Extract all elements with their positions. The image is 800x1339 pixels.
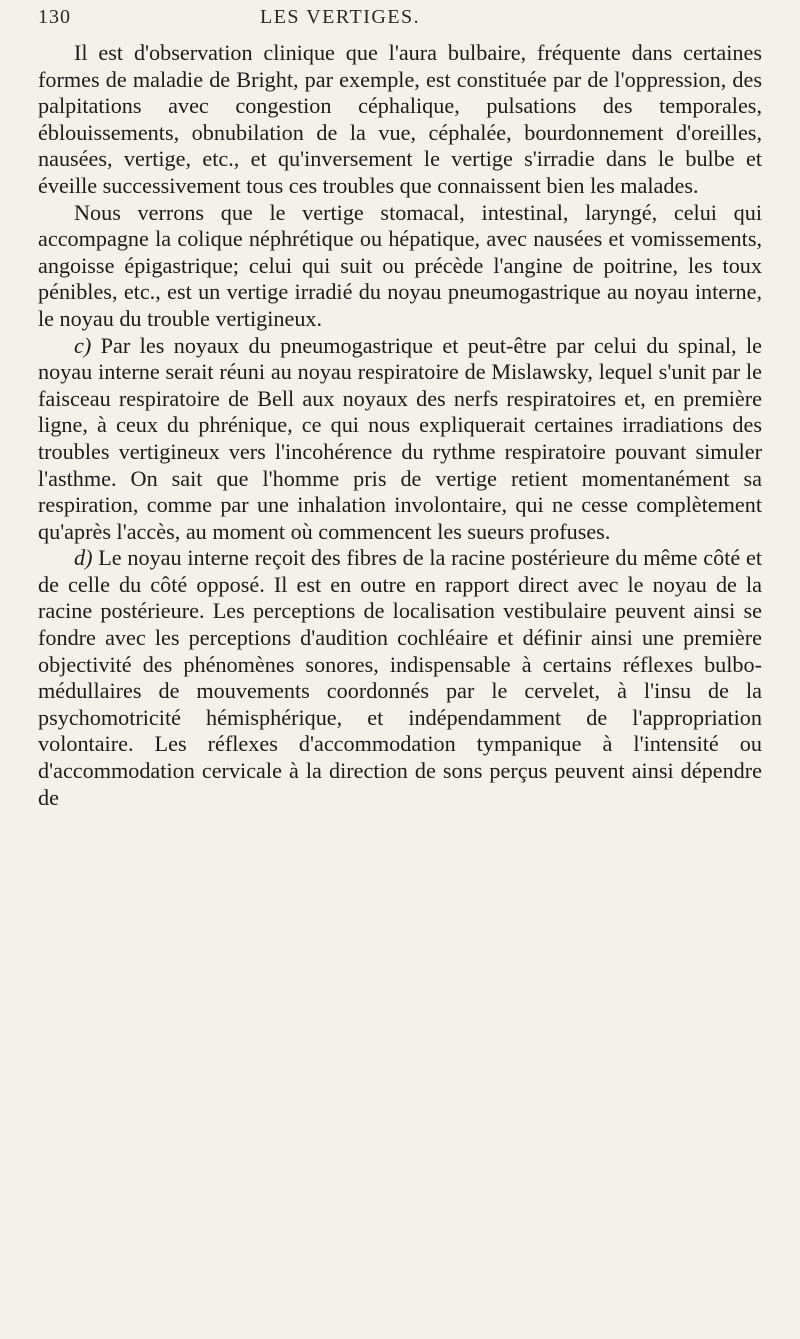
paragraph-c-respiratory	[38, 333, 762, 546]
paragraph-text: Il est d'observation clinique que l'aura bulbaire, fréquente dans certaines formes de maladie de Bright, par exemple, est constituée par de l'oppression, des palpitations avec congestion céphalique, pulsations des temporales, éblouissements, obnubilation de la vue, céphalée, bourdonnement d'oreilles, nausées, vertige, etc., et qu'inversement le vertige s'irradie dans le bulbe et éveille successivement tous ces troubles que connaissent bien les malades.	[38, 40, 762, 198]
running-title: LES VERTIGES.	[260, 6, 421, 28]
running-head	[38, 6, 760, 36]
paragraph-text: Nous verrons que le vertige stomacal, intestinal, laryngé, celui qui accompagne la colique néphrétique ou hépatique, avec nausées et vomissements, angoisse épigastrique; celui qui suit ou précède l'angine de poitrine, les toux pénibles, etc., est un vertige irradié du noyau pneumogastrique au noyau interne, le noyau du trouble vertigineux.	[38, 199, 762, 331]
body-text	[38, 40, 762, 811]
page-number: 130	[38, 6, 71, 28]
paragraph-d-vestibular	[38, 545, 762, 811]
paragraph-bright-disease	[38, 40, 762, 200]
paragraph-irradiated-vertigo	[38, 200, 762, 333]
paragraph-label: d)	[74, 545, 93, 571]
paragraph-label: c)	[74, 332, 92, 358]
paragraph-text: Le noyau interne reçoit des fibres de la racine postérieure du même côté et de celle du côté opposé. Il est en outre en rapport direct avec le noyau de la racine postérieure. Les perceptions de localisation vestibulaire peuvent ainsi se fondre avec les perceptions d'audition cochléaire et définir ainsi une première objectivité des phénomènes sonores, indispensable à certains réflexes bulbo-médullaires de mouvements coordonnés par le cervelet, à l'insu de la psychomotricité hémisphérique, et indépendamment de l'appropriation volontaire. Les réflexes d'accommodation tympanique à l'intensité ou d'accommodation cervicale à la direction de sons perçus peuvent ainsi dépendre de	[38, 545, 762, 810]
paragraph-text: Par les noyaux du pneumogastrique et peut-être par celui du spinal, le noyau interne serait réuni au noyau respiratoire de Mislawsky, lequel s'unit par le faisceau respiratoire de Bell aux noyaux des nerfs respiratoires et, en première ligne, à ceux du phrénique, ce qui nous expliquerait certaines irradiations des troubles vertigineux vers l'incohérence du rythme respiratoire pouvant simuler l'asthme. On sait que l'homme pris de vertige retient momentanément sa respiration, comme par une inhalation involontaire, qui ne cesse complètement qu'après l'accès, au moment où commencent les sueurs profuses.	[38, 332, 762, 544]
